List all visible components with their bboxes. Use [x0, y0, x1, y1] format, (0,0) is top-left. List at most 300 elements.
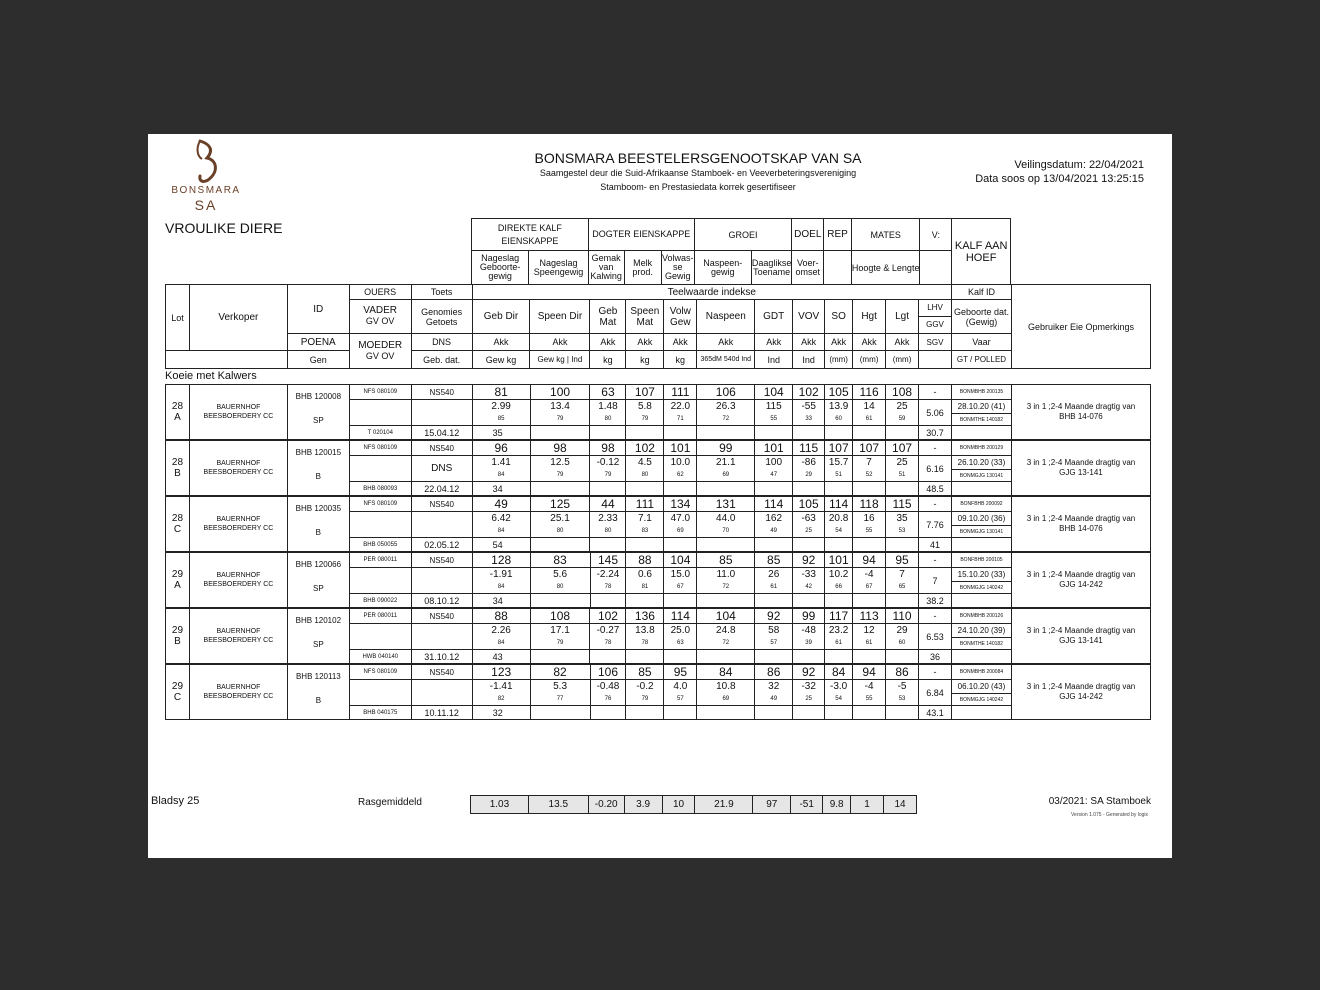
ebv-value: 2.99	[472, 400, 530, 414]
sub-hoogte: Hoogte & Lengte	[851, 251, 920, 285]
col-gebmat: Geb Mat	[590, 300, 626, 334]
index-value: 99	[697, 441, 755, 456]
index-value: 84	[697, 665, 755, 680]
accuracy-value: 84	[472, 582, 530, 594]
ggv-value: 6.53	[919, 624, 952, 650]
akk-empty	[853, 482, 886, 496]
index-value: 99	[793, 609, 825, 624]
ebv-value: 12.5	[530, 456, 590, 470]
ebv-value: -55	[793, 400, 825, 414]
animal-gen: SP	[313, 416, 324, 425]
ebv-value: 13.9	[825, 400, 853, 414]
lhv-value: -	[919, 497, 952, 512]
index-value: 125	[530, 497, 590, 512]
akk-empty	[590, 594, 626, 608]
accuracy-value: 84	[472, 470, 530, 482]
accuracy-value: 80	[590, 526, 626, 538]
accuracy-value: 82	[472, 694, 530, 706]
ebv-value: 1.41	[472, 456, 530, 470]
accuracy-value: 25	[793, 694, 825, 706]
catalogue-page	[148, 134, 1172, 858]
animal-id	[287, 553, 349, 608]
index-value: 101	[755, 441, 793, 456]
test-code: NS540	[411, 385, 472, 400]
accuracy-value: 49	[755, 694, 793, 706]
index-value: 104	[697, 609, 755, 624]
sgv-value: 30.7	[919, 426, 952, 440]
akk-empty	[853, 538, 886, 552]
akk-hgt: Akk	[853, 334, 886, 351]
lot-letter: A	[174, 580, 181, 591]
index-value: 113	[853, 609, 886, 624]
akk-empty	[886, 538, 919, 552]
remarks-line2: GJG 14-242	[1059, 580, 1103, 589]
unit-540d: 540d Ind	[723, 356, 752, 363]
col-gtpolled: GT / POLLED	[951, 351, 1011, 369]
accuracy-value: 57	[755, 638, 793, 650]
accuracy-value: 78	[590, 638, 626, 650]
index-value: 100	[530, 385, 590, 400]
index-value: 92	[793, 553, 825, 568]
gt-polled-empty	[951, 706, 1011, 720]
ebv-value: -48	[793, 624, 825, 638]
akk-empty	[755, 706, 793, 720]
index-value: 92	[755, 609, 793, 624]
index-value: 108	[530, 609, 590, 624]
ggv-value: 6.84	[919, 680, 952, 706]
akk-value: 35	[472, 426, 530, 440]
gt-polled-empty	[951, 426, 1011, 440]
index-value: 95	[664, 665, 697, 680]
lot-number-top: 29	[171, 681, 184, 692]
col-verkoper: Verkoper	[189, 285, 287, 351]
ebv-value: 2.26	[472, 624, 530, 638]
ebv-value: 7	[853, 456, 886, 470]
col-speendir: Speen Dir	[530, 300, 590, 334]
akk-volwgew: Akk	[664, 334, 697, 351]
accuracy-value: 53	[886, 694, 919, 706]
index-value: 85	[697, 553, 755, 568]
col-empty-left	[166, 351, 288, 369]
breed-average-label: Rasgemiddeld	[358, 797, 422, 808]
animal-id-value: BHB 120102	[295, 616, 342, 625]
ebv-value: 44.0	[697, 512, 755, 526]
animal-block	[165, 608, 1151, 664]
footer-version: Version 1.075 - Generated by logix	[1071, 812, 1148, 818]
calf-birth-date: 28.10.20 (41)	[951, 400, 1011, 414]
unit-speenmat: kg	[626, 351, 664, 369]
lot-letter: C	[173, 524, 182, 535]
sire-gv	[349, 400, 411, 426]
akk-empty	[853, 650, 886, 664]
ebv-value: 1.48	[590, 400, 626, 414]
unit-naspeen	[697, 351, 755, 369]
ebv-value: 6.42	[472, 512, 530, 526]
index-value: 110	[886, 609, 919, 624]
ebv-value: 15.0	[664, 568, 697, 582]
group-kalf: KALF AAN HOEF	[952, 219, 1011, 285]
ebv-value: 29	[886, 624, 919, 638]
lhv-value: -	[919, 665, 952, 680]
ebv-value: 21.1	[697, 456, 755, 470]
ebv-value: 162	[755, 512, 793, 526]
ebv-value: 25	[886, 456, 919, 470]
akk-empty	[755, 426, 793, 440]
index-value: 101	[664, 441, 697, 456]
akk-empty	[886, 594, 919, 608]
index-value: 117	[825, 609, 853, 624]
calf-birth-date: 24.10.20 (39)	[951, 624, 1011, 638]
index-value: 111	[664, 385, 697, 400]
akk-empty	[755, 482, 793, 496]
sub-melk: Melk prod.	[624, 251, 661, 285]
sgv-value: 36	[919, 650, 952, 664]
remarks	[1011, 665, 1150, 720]
ebv-value: 0.6	[626, 568, 664, 582]
ebv-value: 11.0	[697, 568, 755, 582]
sire-id: NFS 080109	[349, 665, 411, 680]
gt-polled-empty	[951, 482, 1011, 496]
unit-lgt: (mm)	[886, 351, 919, 369]
accuracy-value: 47	[755, 470, 793, 482]
col-kalfid: Kalf ID	[951, 285, 1011, 300]
lot-number-top: 28	[171, 513, 184, 524]
calf-id: BONMBHB 200084	[951, 665, 1011, 680]
accuracy-value: 61	[853, 638, 886, 650]
index-value: 116	[853, 385, 886, 400]
col-toets: Toets	[411, 285, 472, 300]
unit-so: (mm)	[825, 351, 853, 369]
remarks-line1: 3 in 1 ;2-4 Maande dragtig van	[1026, 570, 1136, 579]
accuracy-value: 25	[793, 526, 825, 538]
seller-line2: BEESBOERDERY CC	[203, 693, 274, 700]
ebv-value: 15.7	[825, 456, 853, 470]
index-value: 85	[626, 665, 664, 680]
sire-gv	[349, 456, 411, 482]
col-vader-label: VADER	[363, 305, 397, 316]
seller-line2: BEESBOERDERY CC	[203, 637, 274, 644]
sgv-value: 38.2	[919, 594, 952, 608]
akk-empty	[755, 538, 793, 552]
sgv-value: 41	[919, 538, 952, 552]
dam-id: BHB 080093	[349, 482, 411, 496]
organisation-title: BONSMARA BEESTELERSGENOOTSKAP VAN SA	[534, 150, 862, 166]
ggv-value: 7	[919, 568, 952, 594]
remarks	[1011, 553, 1150, 608]
ebv-value: 5.3	[530, 680, 590, 694]
accuracy-value: 72	[697, 638, 755, 650]
breed-average-value: -0.20	[588, 796, 624, 814]
ebv-value: 13.8	[626, 624, 664, 638]
group-growth: GROEI	[694, 219, 792, 251]
akk-empty	[697, 706, 755, 720]
test-code: NS540	[411, 441, 472, 456]
group-mates: MATES	[851, 219, 920, 251]
dns-flag	[411, 512, 472, 538]
akk-empty	[626, 426, 664, 440]
calf-sire: BONMTHE 140182	[951, 638, 1011, 650]
accuracy-value: 79	[530, 414, 590, 426]
index-value: 98	[590, 441, 626, 456]
ebv-value: 7	[886, 568, 919, 582]
ebv-value: 4.0	[664, 680, 697, 694]
accuracy-value: 80	[530, 526, 590, 538]
col-teelwaarde: Teelwaarde indekse	[472, 285, 951, 300]
remarks-line1: 3 in 1 ;2-4 Maande dragtig van	[1026, 458, 1136, 467]
accuracy-value: 72	[697, 414, 755, 426]
index-value: 128	[472, 553, 530, 568]
col-ouers: OUERS	[349, 285, 411, 300]
lot-letter: B	[174, 636, 181, 647]
remarks	[1011, 441, 1150, 496]
ebv-value: 10.0	[664, 456, 697, 470]
section-title: VROULIKE DIERE	[165, 220, 283, 236]
accuracy-value: 49	[755, 526, 793, 538]
accuracy-value: 77	[530, 694, 590, 706]
unit-speendir: Gew kg | Ind	[530, 351, 590, 369]
col-lhv: LHV	[927, 303, 943, 312]
accuracy-value: 81	[626, 582, 664, 594]
remarks-line1: 3 in 1 ;2-4 Maande dragtig van	[1026, 682, 1136, 691]
calf-sire: BONMGJG 130141	[951, 526, 1011, 538]
akk-empty	[853, 426, 886, 440]
remarks-line2: GJG 13-141	[1059, 468, 1103, 477]
category-label: Koeie met Kalwers	[165, 370, 257, 382]
akk-empty	[793, 706, 825, 720]
index-value: 44	[590, 497, 626, 512]
remarks-line2: GJG 13-141	[1059, 636, 1103, 645]
index-value: 136	[626, 609, 664, 624]
breed-average-value: 13.5	[528, 796, 588, 814]
akk-empty	[530, 426, 590, 440]
col-gebdir: Geb Dir	[472, 300, 530, 334]
accuracy-value: 71	[664, 414, 697, 426]
unit-365dm: 365dM	[700, 356, 722, 363]
group-daughter: DOGTER EIENSKAPPE	[588, 219, 694, 251]
akk-empty	[755, 594, 793, 608]
accuracy-value: 79	[590, 470, 626, 482]
seller-line1: BAUERNHOF	[216, 460, 261, 467]
index-value: 94	[853, 665, 886, 680]
lot-number	[166, 553, 190, 608]
lot-number	[166, 609, 190, 664]
accuracy-value: 55	[853, 526, 886, 538]
calf-sire: BONMGJG 140242	[951, 694, 1011, 706]
akk-empty	[825, 650, 853, 664]
dns-flag	[411, 568, 472, 594]
group-rep: REP	[824, 219, 852, 251]
calf-id: BONFBHB 200105	[951, 553, 1011, 568]
accuracy-value: 60	[886, 638, 919, 650]
sub-nageslag-speen: Nageslag Speengewig	[529, 251, 589, 285]
index-value: 92	[793, 665, 825, 680]
dam-id: T 020104	[349, 426, 411, 440]
accuracy-value: 79	[626, 414, 664, 426]
akk-empty	[590, 650, 626, 664]
breed-average-value: 14	[884, 796, 917, 814]
ebv-value: 12	[853, 624, 886, 638]
breed-average-value: 9.8	[823, 796, 851, 814]
ebv-value: 17.1	[530, 624, 590, 638]
seller-line1: BAUERNHOF	[216, 404, 261, 411]
bonsmara-logo-icon	[190, 138, 222, 184]
seller	[189, 609, 287, 664]
birth-date: 10.11.12	[411, 706, 472, 720]
accuracy-value: 52	[853, 470, 886, 482]
accuracy-value: 66	[825, 582, 853, 594]
animal-gen: B	[315, 696, 322, 705]
animal-id	[287, 609, 349, 664]
group-doel: DOEL	[792, 219, 824, 251]
seller-line1: BAUERNHOF	[216, 684, 261, 691]
akk-empty	[626, 706, 664, 720]
index-value: 107	[825, 441, 853, 456]
col-moeder	[349, 334, 411, 369]
ebv-value: 24.8	[697, 624, 755, 638]
unit-vov: Ind	[793, 351, 825, 369]
animal-gen: SP	[313, 640, 324, 649]
unit-gebdir: Gew kg	[472, 351, 530, 369]
unit-volwgew: kg	[664, 351, 697, 369]
akk-empty	[886, 426, 919, 440]
test-code: NS540	[411, 609, 472, 624]
ebv-value: 25	[886, 400, 919, 414]
accuracy-value: 53	[886, 526, 919, 538]
ebv-value: -0.12	[590, 456, 626, 470]
ebv-value: 4.5	[626, 456, 664, 470]
remarks-line2: GJG 14-242	[1059, 692, 1103, 701]
calf-sire: BONMGJG 140242	[951, 582, 1011, 594]
accuracy-value: 84	[472, 638, 530, 650]
sgv-value: 48.5	[919, 482, 952, 496]
akk-empty	[664, 482, 697, 496]
breed-average-value: 1	[851, 796, 884, 814]
ebv-value: -0.48	[590, 680, 626, 694]
index-value: 106	[697, 385, 755, 400]
akk-empty	[590, 538, 626, 552]
accuracy-value: 67	[664, 582, 697, 594]
accuracy-value: 79	[530, 638, 590, 650]
accuracy-value: 29	[793, 470, 825, 482]
page-number: Bladsy 25	[151, 795, 200, 807]
index-value: 83	[530, 553, 590, 568]
accuracy-value: 85	[472, 414, 530, 426]
animal-block	[165, 664, 1151, 720]
index-value: 114	[825, 497, 853, 512]
sire-gv	[349, 568, 411, 594]
sire-id: NFS 080109	[349, 441, 411, 456]
ebv-value: 100	[755, 456, 793, 470]
col-speenmat: Speen Mat	[626, 300, 664, 334]
col-lhv-ggv	[919, 300, 952, 334]
animal-id	[287, 441, 349, 496]
ebv-value: 10.2	[825, 568, 853, 582]
akk-value: 32	[472, 706, 530, 720]
calf-sire: BONMTHE 140182	[951, 414, 1011, 426]
seller-line1: BAUERNHOF	[216, 572, 261, 579]
unit-speen-ind: Ind	[571, 355, 583, 364]
akk-empty	[664, 426, 697, 440]
ebv-value: 58	[755, 624, 793, 638]
lot-number	[166, 665, 190, 720]
akk-so: Akk	[825, 334, 853, 351]
col-gdt: GDT	[755, 300, 793, 334]
ebv-value: -86	[793, 456, 825, 470]
remarks-line1: 3 in 1 ;2-4 Maande dragtig van	[1026, 626, 1136, 635]
col-vov: VOV	[793, 300, 825, 334]
index-value: 111	[626, 497, 664, 512]
breed-average-value: 97	[753, 796, 791, 814]
group-v: V:	[920, 219, 952, 251]
akk-empty	[697, 650, 755, 664]
sire-gv	[349, 624, 411, 650]
breed-average-value: -51	[791, 796, 823, 814]
animal-gen: B	[315, 472, 322, 481]
birth-date: 22.04.12	[411, 482, 472, 496]
sire-id: PER 080011	[349, 553, 411, 568]
ebv-value: -0.27	[590, 624, 626, 638]
index-value: 118	[853, 497, 886, 512]
animal-gen: SP	[313, 584, 324, 593]
col-poena: POENA	[287, 334, 349, 351]
ebv-value: -1.91	[472, 568, 530, 582]
sire-id: PER 080011	[349, 609, 411, 624]
ebv-value: 23.2	[825, 624, 853, 638]
seller-line2: BEESBOERDERY CC	[203, 525, 274, 532]
index-value: 108	[886, 385, 919, 400]
ebv-value: 16	[853, 512, 886, 526]
calf-id: BONMBHB 200129	[951, 441, 1011, 456]
accuracy-value: 54	[825, 526, 853, 538]
sub-volwasse: Volwas- se Gewig	[661, 251, 694, 285]
akk-empty	[530, 706, 590, 720]
akk-empty	[697, 426, 755, 440]
accuracy-value: 51	[886, 470, 919, 482]
index-value: 88	[626, 553, 664, 568]
akk-empty	[793, 594, 825, 608]
akk-empty	[664, 538, 697, 552]
dns-flag: DNS	[411, 456, 472, 482]
accuracy-value: 80	[626, 470, 664, 482]
index-value: 82	[530, 665, 590, 680]
dns-flag	[411, 400, 472, 426]
akk-value: 34	[472, 594, 530, 608]
index-value: 85	[755, 553, 793, 568]
lhv-value: -	[919, 441, 952, 456]
akk-speendir: Akk	[530, 334, 590, 351]
seller-line1: BAUERNHOF	[216, 628, 261, 635]
index-value: 104	[664, 553, 697, 568]
footer-source: 03/2021: SA Stamboek	[1048, 796, 1151, 807]
accuracy-value: 72	[697, 582, 755, 594]
ebv-value: 20.8	[825, 512, 853, 526]
col-so: SO	[825, 300, 853, 334]
col-lot: Lot	[166, 285, 190, 351]
ebv-value: -3.0	[825, 680, 853, 694]
akk-empty	[697, 594, 755, 608]
ebv-value: 47.0	[664, 512, 697, 526]
test-code: NS540	[411, 665, 472, 680]
akk-value: 43	[472, 650, 530, 664]
akk-empty	[590, 482, 626, 496]
ebv-value: 35	[886, 512, 919, 526]
ebv-value: 25.1	[530, 512, 590, 526]
lot-number	[166, 385, 190, 440]
sire-gv	[349, 512, 411, 538]
accuracy-value: 79	[530, 470, 590, 482]
gt-polled-empty	[951, 594, 1011, 608]
dns-flag	[411, 680, 472, 706]
